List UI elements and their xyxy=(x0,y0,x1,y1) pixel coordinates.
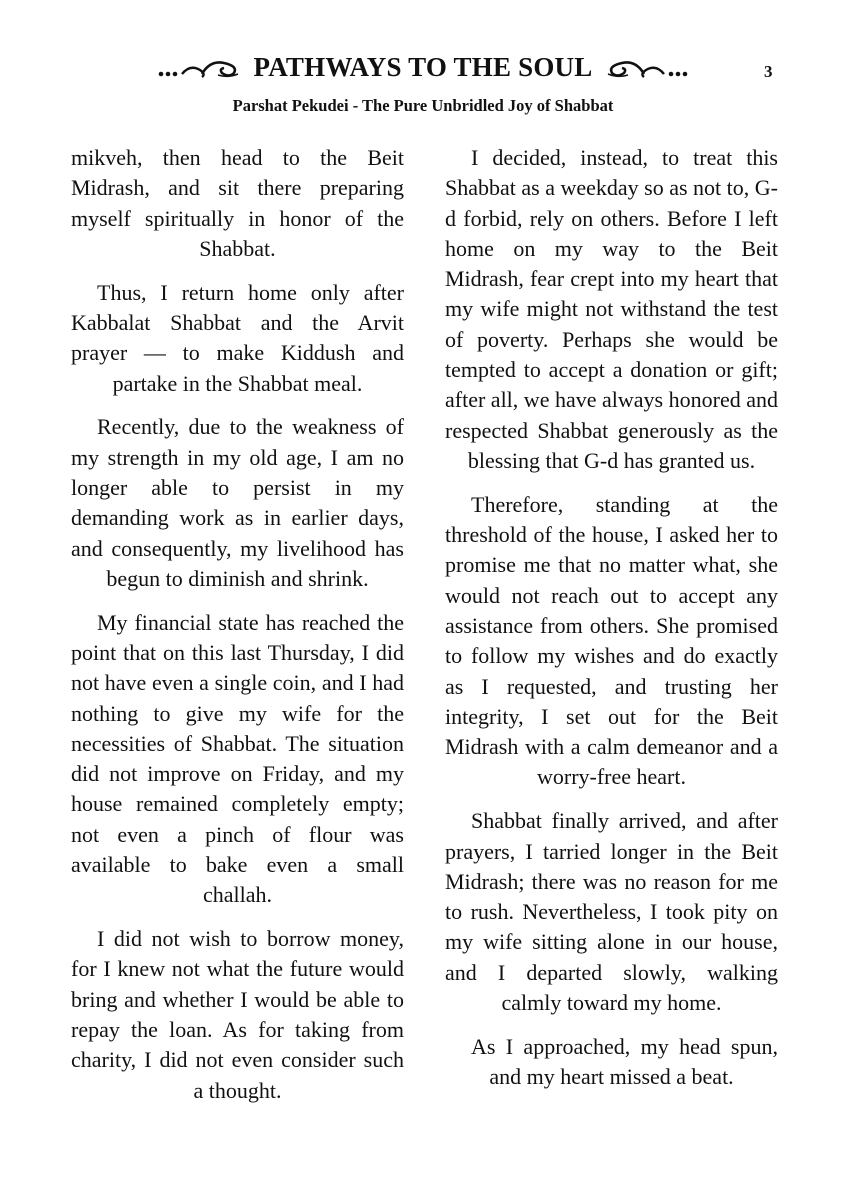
paragraph: Recently, due to the weakness of my strength in my old age, I am no longer able to persist in my demanding work as in earlier days, and consequently, my livelihood has begun to diminish and shrink. xyxy=(71,414,404,591)
right-ornament-icon xyxy=(602,57,688,79)
header-title: PATHWAYS TO THE SOUL xyxy=(253,52,593,83)
right-column xyxy=(445,143,778,1106)
running-header xyxy=(0,50,846,83)
left-ornament-icon xyxy=(158,57,244,79)
paragraph: I decided, instead, to treat this Shabbat as a weekday so as not to, G-d forbid, rely on others. Before I left home on my way to the Beit Midrash, fear crept into my heart that my wife might not withstand the test of poverty. Perhaps she would be tempted to accept a donation or gift; after all, we have always honored and respected Shabbat generously as the blessing that G-d has granted us. xyxy=(445,145,778,473)
left-column xyxy=(71,143,404,1119)
paragraph: I did not wish to borrow money, for I knew not what the future would bring and whether I would be able to repay the loan. As for taking from charity, I did not even consider such a thought. xyxy=(71,926,404,1103)
paragraph: My financial state has reached the point that on this last Thursday, I did not have even a single coin, and I had nothing to give my wife for the necessities of Shabbat. The situation did not improve on Friday, and my house remained completely empty; not even a pinch of flour was available to bake even a small challah. xyxy=(71,609,404,908)
paragraph: Shabbat finally arrived, and after prayers, I tarried longer in the Beit Midrash; there was no reason for me to rush. Nevertheless, I took pity on my wife sitting alone in our house, and I departed slowly, walking calmly toward my home. xyxy=(445,808,778,1016)
paragraph: mikveh, then head to the Beit Midrash, and sit there preparing myself spiritually in honor of the Shabbat. xyxy=(71,145,404,261)
page-number: 3 xyxy=(764,62,773,81)
page-subtitle: Parshat Pekudei - The Pure Unbridled Joy of Shabbat xyxy=(232,96,614,115)
paragraph: Therefore, standing at the threshold of the house, I asked her to promise me that no matter what, she would not reach out to accept any assistance from others. She promised to follow my wishes and do exactly as I requested, and trusting her integrity, I set out for the Beit Midrash with a calm demeanor and a worry-free heart. xyxy=(445,491,778,790)
paragraph: As I approached, my head spun, and my heart missed a beat. xyxy=(471,1033,778,1090)
paragraph: Thus, I return home only after Kabbalat Shabbat and the Arvit prayer — to make Kiddush and partake in the Shabbat meal. xyxy=(71,279,404,396)
